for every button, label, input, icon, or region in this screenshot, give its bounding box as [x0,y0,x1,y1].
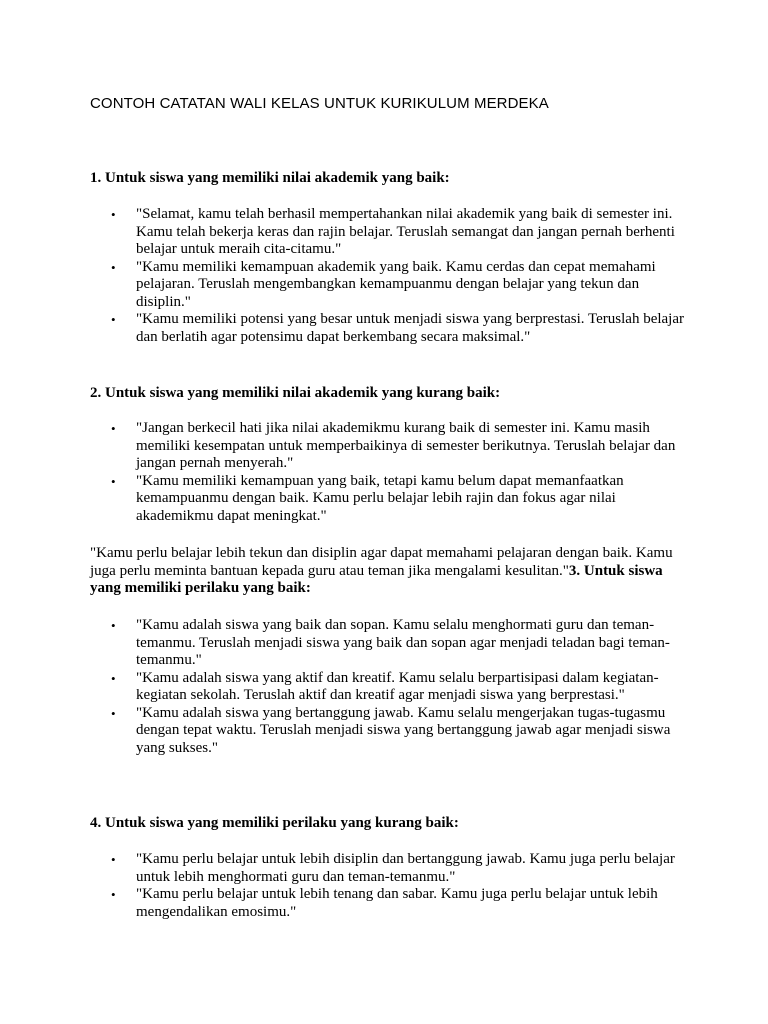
bullet-icon: • [111,259,116,275]
bullet-icon: • [111,887,116,902]
list-item [111,704,688,758]
list-item-text: "Kamu adalah siswa yang baik dan sopan. Kamu selalu menghormati guru dan teman-temanmu. Teruslah menjadi siswa yang baik dan sopan agar menjadi teladan bagi teman-temanmu." [136,617,670,668]
list-item [111,617,688,670]
list-item-text: "Kamu perlu belajar untuk lebih tenang dan sabar. Kamu juga perlu belajar untuk lebih mengendalikan emosimu." [136,886,658,920]
note-paragraph [90,545,680,598]
list-item-text: "Selamat, kamu telah berhasil mempertahankan nilai akademik yang baik di semester ini. Kamu telah bekerja keras dan rajin belajar. Teruslah semangat dan jangan pernah berhenti belajar untuk meraih cita-citamu." [136,206,675,257]
bullet-icon: • [111,705,116,721]
list-item [111,669,688,705]
list-item [111,472,688,526]
list-item [111,886,688,921]
list-item-text: "Kamu adalah siswa yang aktif dan kreatif. Kamu selalu berpartisipasi dalam kegiatan-kegiatan sekolah. Teruslah aktif dan kreatif agar menjadi siswa yang berprestasi." [136,669,659,703]
section-2-heading: 2. Untuk siswa yang memiliki nilai akademik yang kurang baik: [90,385,501,401]
list-item [111,311,688,346]
section-2-list [111,420,688,525]
list-item [111,258,688,312]
section-3-list [111,617,688,757]
bullet-icon: • [111,421,116,436]
bullet-icon: • [111,852,116,867]
list-item-text: "Kamu adalah siswa yang bertanggung jawab. Kamu selalu mengerjakan tugas-tugasmu dengan tepat waktu. Teruslah menjadi siswa yang bertanggung jawab agar menjadi siswa yang sukses." [136,704,671,756]
document-title: CONTOH CATATAN WALI KELAS UNTUK KURIKULUM MERDEKA [90,95,549,112]
bullet-icon: • [111,312,116,327]
list-item-text: "Kamu memiliki kemampuan akademik yang baik. Kamu cerdas dan cepat memahami pelajaran. Teruslah mengembangkan kemampuanmu dengan belajar yang tekun dan disiplin." [136,258,656,310]
list-item-text: "Jangan berkecil hati jika nilai akademikmu kurang baik di semester ini. Kamu masih memiliki kesempatan untuk memperbaikinya di semester berikutnya. Teruslah belajar dan jangan pernah menyerah." [136,420,676,471]
section-4-list [111,851,688,921]
list-item-text: "Kamu perlu belajar untuk lebih disiplin dan bertanggung jawab. Kamu juga perlu belajar untuk lebih menghormati guru dan teman-temanmu." [136,851,675,885]
section-3-heading: 3. Untuk siswa yang memiliki perilaku yang baik: [90,562,663,596]
list-item [111,420,688,473]
bullet-icon: • [111,618,116,633]
list-item [111,851,688,886]
bullet-icon: • [111,670,116,686]
section-4-heading: 4. Untuk siswa yang memiliki perilaku yang kurang baik: [90,815,459,831]
list-item-text: "Kamu memiliki potensi yang besar untuk menjadi siswa yang berprestasi. Teruslah belajar dan berlatih agar potensimu dapat berkembang secara maksimal." [136,311,684,345]
list-item [111,206,688,259]
note-paragraph-text: "Kamu perlu belajar lebih tekun dan disiplin agar dapat memahami pelajaran dengan baik. Kamu juga perlu meminta bantuan kepada guru atau teman jika mengalami kesulitan." [90,545,673,579]
bullet-icon: • [111,207,116,222]
section-1-heading: 1. Untuk siswa yang memiliki nilai akademik yang baik: [90,170,450,186]
section-1-list [111,206,688,346]
bullet-icon: • [111,473,116,489]
list-item-text: "Kamu memiliki kemampuan yang baik, tetapi kamu belum dapat memanfaatkan kemampuanmu dengan baik. Kamu perlu belajar lebih rajin dan fokus agar nilai akademikmu dapat meningkat." [136,472,624,524]
